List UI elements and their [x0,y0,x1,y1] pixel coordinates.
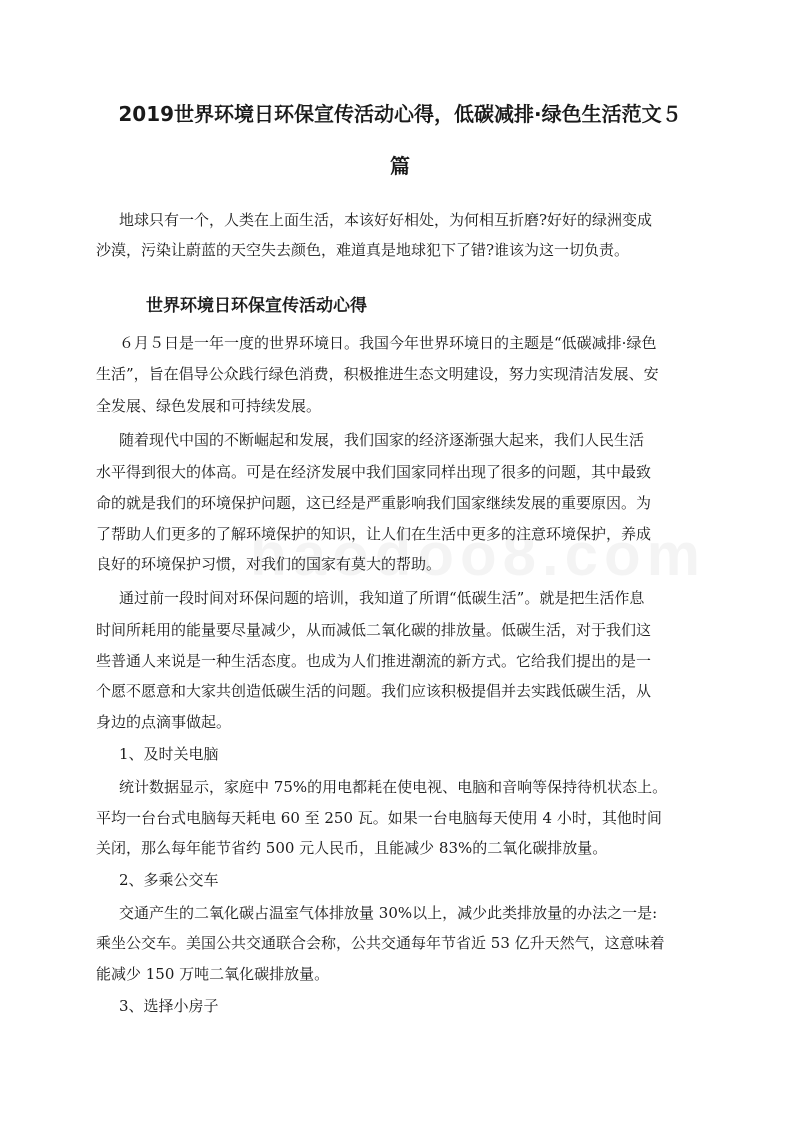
paragraph-line: 些普通人来说是一种生活态度。也成为人们推进潮流的新方式。它给我们提出的是一 [96,652,652,670]
list-item-title: 2、多乘公交车 [119,871,219,889]
paragraph-line: 生活”，旨在倡导公众践行绿色消费，积极推进生态文明建设，努力实现清洁发展、安 [96,365,659,383]
paragraph-line: 交通产生的二氧化碳占温室气体排放量 30%以上，减少此类排放量的办法之一是: [119,904,658,922]
paragraph-line: 乘坐公交车。美国公共交通联合会称，公共交通每年节省近 53 亿升天然气，这意味着 [96,934,665,952]
paragraph-line: 时间所耗用的能量要尽量减少，从而减低二氧化碳的排放量。低碳生活，对于我们这 [96,621,652,639]
paragraph-line: 统计数据显示，家庭中 75%的用电都耗在使电视、电脑和音响等保持待机状态上。 [119,778,668,796]
paragraph-line: ６月５日是一年一度的世界环境日。我国今年世界环境日的主题是“低碳减排·绿色 [119,334,657,352]
paragraph-line: 了帮助人们更多的了解环境保护的知识，让人们在生活中更多的注意环境保护，养成 [96,525,652,543]
paragraph-line: 能减少 150 万吨二氧化碳排放量。 [96,965,330,983]
list-item-title: 1、及时关电脑 [119,745,219,763]
paragraph-line: 个愿不愿意和大家共创造低碳生活的问题。我们应该积极提倡并去实践低碳生活，从 [96,682,652,700]
paragraph-line: 全发展、绿色发展和可持续发展。 [96,397,322,415]
paragraph-line: 通过前一段时间对环保问题的培训，我知道了所谓“低碳生活”。就是把生活作息 [119,589,645,607]
paragraph-line: 身边的点滴事做起。 [96,713,232,731]
intro-line: 沙漠，污染让蔚蓝的天空失去颜色，难道真是地球犯下了错?谁该为这一切负责。 [96,241,630,259]
document-title-line-2: 篇 [390,154,410,178]
paragraph-line: 良好的环境保护习惯，对我们的国家有莫大的帮助。 [96,555,442,573]
paragraph-line: 水平得到很大的体高。可是在经济发展中我们国家同样出现了很多的问题，其中最致 [96,463,652,481]
paragraph-line: 随着现代中国的不断崛起和发展，我们国家的经济逐渐强大起来，我们人民生活 [119,431,645,449]
intro-line: 地球只有一个，人类在上面生活，本该好好相处，为何相互折磨?好好的绿洲变成 [119,211,653,229]
list-item-title: 3、选择小房子 [119,997,219,1015]
section-heading: 世界环境日环保宣传活动心得 [146,296,367,316]
paragraph-line: 平均一台台式电脑每天耗电 60 至 250 瓦。如果一台电脑每天使用 4 小时，其他时间 [96,809,662,827]
paragraph-line: 命的就是我们的环境保护问题，这已经是严重影响我们国家继续发展的重要原因。为 [96,494,652,512]
paragraph-line: 关闭，那么每年能节省约 500 元人民币，且能减少 83%的二氧化碳排放量。 [96,839,608,857]
document-title-line-1: 2019世界环境日环保宣传活动心得，低碳减排·绿色生活范文５ [118,102,682,126]
